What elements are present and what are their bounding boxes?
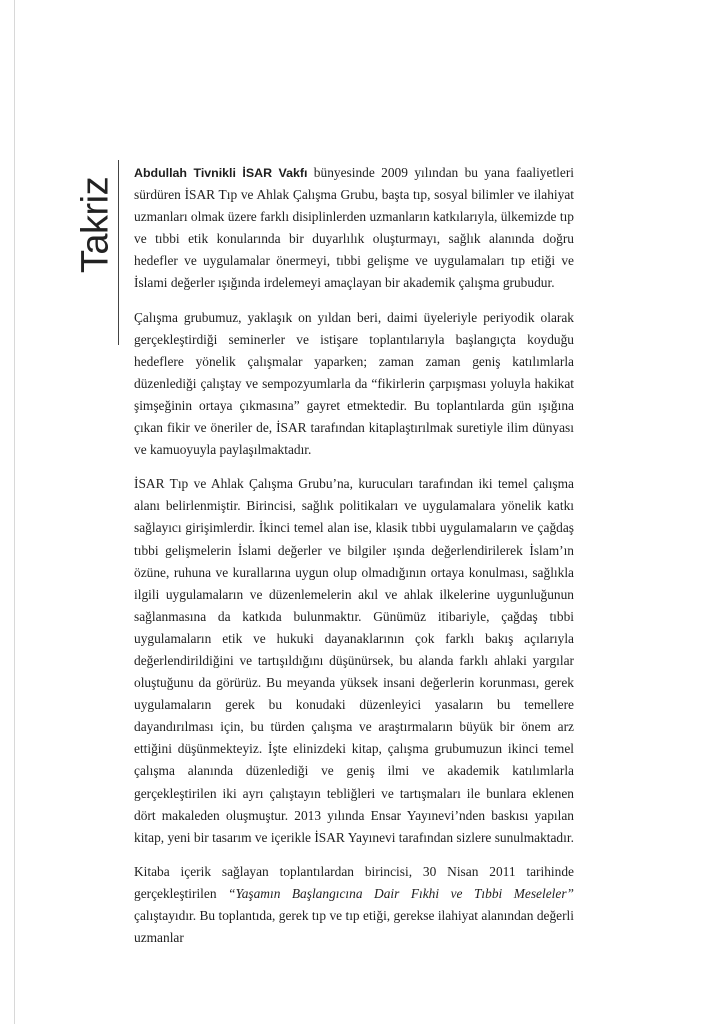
section-heading [76,170,116,280]
heading-divider [118,160,119,345]
workshop-title: “Yaşamın Başlangıcına Dair Fıkhi ve Tıbbi Meseleler” [228,885,574,901]
paragraph-1 [134,162,574,295]
body-text [134,162,574,961]
paragraph-2: Çalışma grubumuz, yaklaşık on yıldan beri, daimi üyeleriyle periyodik olarak gerçekleştirdiği seminerler ve istişare toplantılarıyla başlangıçta koyduğu hedeflere yönelik çalışmalar yaparken; zaman zaman geniş katılımlarla düzenlediği çalıştay ve sempozyumlarla da “fikirlerin çarpışması yoluyla hakikat şimşeğinin ortaya çıkmasına” gayret etmektedir. Bu toplantılarda gün ışığına çıkan fikir ve öneriler de, İSAR tarafından kitaplaştırılmak suretiyle ilim dünyası ve kamuoyuyla paylaşılmaktadır. [134,309,574,458]
paragraph-4-text-after: çalıştayıdır. Bu toplantıda, gerek tıp ve tıp etiği, gerekse ilahiyat alanından değerli uzmanlar [134,908,574,946]
section-heading-text: Takriz [74,176,117,274]
paragraph-1-text: bünyesinde 2009 yılından bu yana faaliyetleri sürdüren İSAR Tıp ve Ahlak Çalışma Grubu, başta tıp, sosyal bilimler ve ilahiyat uzmanları olmak üzere farklı disiplinlerden uzmanların katkılarıyla, ülkemizde tıp ve tıbbi etik konularında bir duyarlılık oluşturmayı, sağlık alanında doğru hedefler ve uygulamalar önermeyi, tıbbi gelişme ve uygulamaları tıp etiği ve İslami değerler ışığında irdelemeyi amaçlayan bir akademik çalışma grubudur. [134,165,574,291]
foundation-name: Abdullah Tivnikli İSAR Vakfı [134,166,308,180]
paragraph-4 [134,861,574,949]
page-edge [0,0,15,1024]
paragraph-3: İSAR Tıp ve Ahlak Çalışma Grubu’na, kurucuları tarafından iki temel çalışma alanı belirlenmiştir. Birincisi, sağlık politikaları ve uygulamalara yönelik katkı sağlayıcı girişimlerdir. İkinci temel alan ise, klasik tıbbi uygulamaların ve çağdaş tıbbi gelişmelerin İslami değerler ve bilgiler ışında değerlendirilerek İslam’ın özüne, ruhuna ve kurallarına uygun olup olmadığının ortaya konulması, sağlıkla ilgili uygulamaların ve düzenlemelerin akıl ve ahlak ilkelerine uygunluğunun sağlanmasına da katkıda bulunmaktır. Günümüz itibariyle, çağdaş tıbbi uygulamaların etik ve hukuki dayanaklarının çok farklı bakış açılarıyla değerlendirildiğini ve tartışıldığını düşünürsek, bu alanda farklı ahlaki yargılar oluştuğunu da görürüz. Bu meyanda yüksek insani değerlerin korunması, gerek uygulamaların gerek bu konudaki düzenleyici yasaların bu temellere dayandırılması için, bu türden çalışma ve araştırmaların büyük bir önem arz ettiğini düşünmekteyiz. İşte elinizdeki kitap, çalışma grubumuzun ikinci temel çalışma alanında düzenlediği ve geniş ilmi ve akademik katılımlarla gerçekleştirilen iki ayrı çalıştayın tebliğleri ve tartışmaları ile bunlara eklenen dört makaleden oluşmuştur. 2013 yılında Ensar Yayınevi’nden baskısı yapılan kitap, yeni bir tasarım ve içerikle İSAR Yayınevi tarafından sizlere sunulmaktadır. [134,476,574,845]
paragraph-4-text-before: Kitaba içerik sağlayan toplantılardan birincisi, 30 Nisan 2011 tarihinde gerçekleştirilen [134,863,574,901]
